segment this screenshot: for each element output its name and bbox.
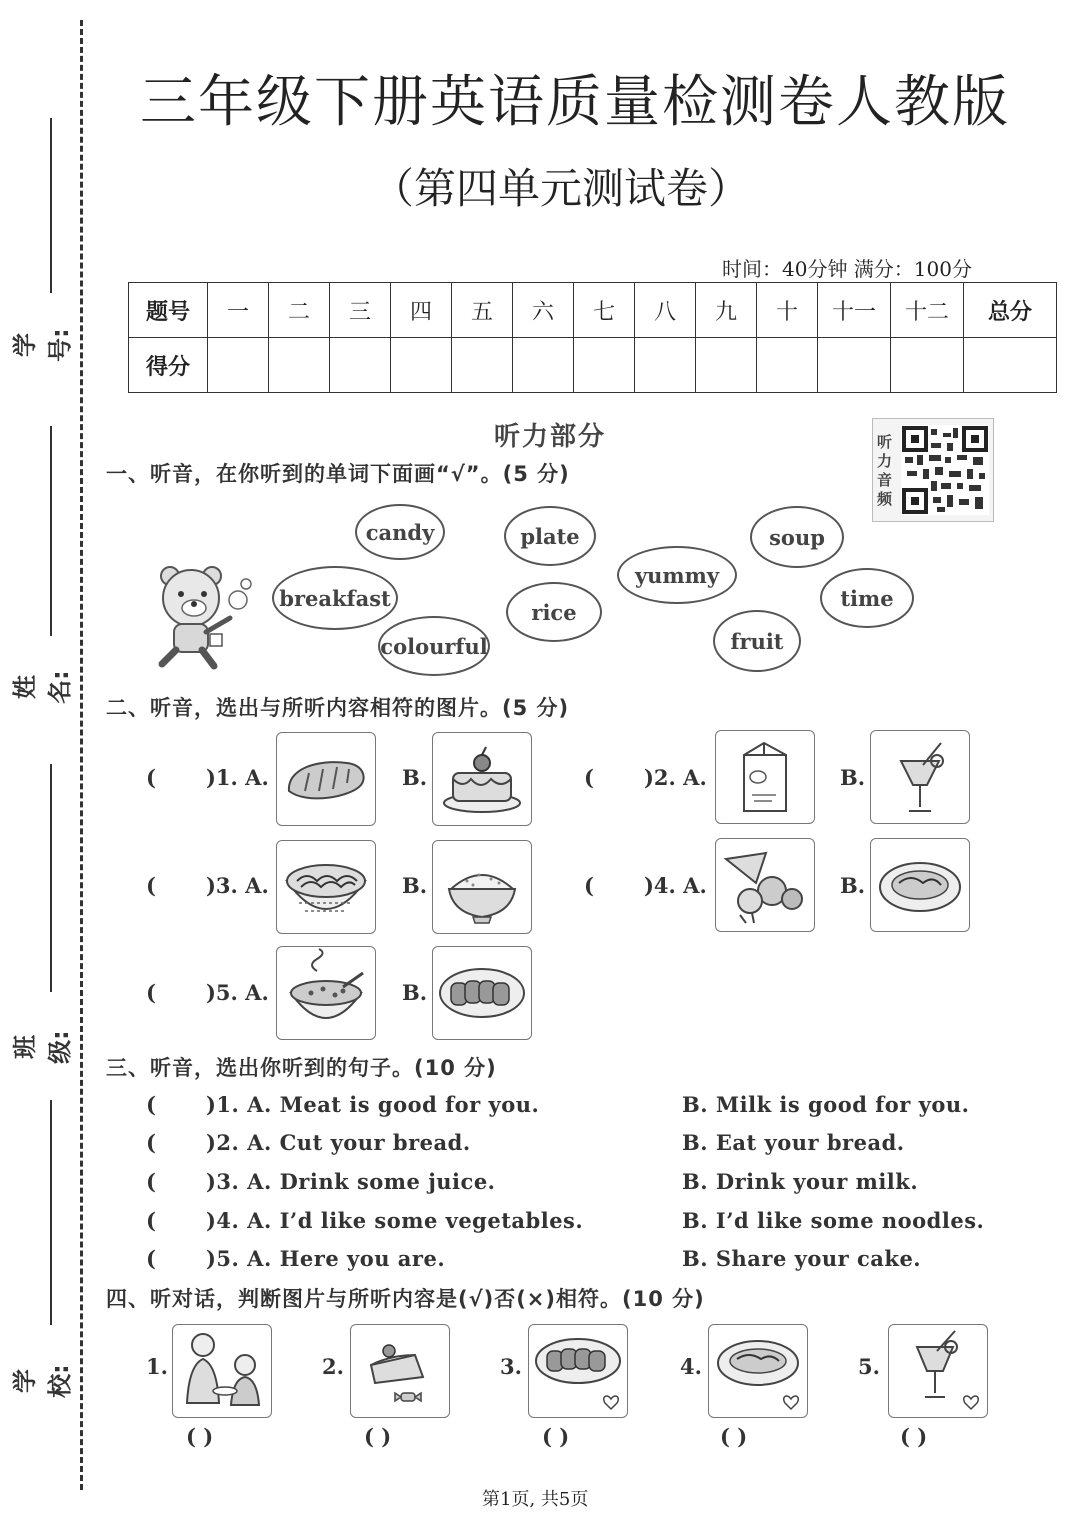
score-header-cell: 七 xyxy=(574,283,635,338)
score-cell[interactable] xyxy=(391,338,452,393)
q2-item-label: )4. A. xyxy=(644,873,707,898)
q2-title: 二、听音，选出与所听内容相符的图片。(5 分) xyxy=(106,696,570,720)
bear-bubble-icon xyxy=(148,562,260,674)
q4-number: 1. xyxy=(146,1354,168,1379)
soup-bowl-icon xyxy=(277,947,375,1039)
q3-option-a[interactable]: )2. A. Cut your bread. xyxy=(206,1130,471,1155)
page-title: 三年级下册英语质量检测卷人教版 xyxy=(140,70,1010,135)
qr-label: 听力音频 xyxy=(877,433,893,508)
score-cell[interactable] xyxy=(818,338,891,393)
q4-number: 5. xyxy=(858,1354,880,1379)
score-table-header-row xyxy=(129,283,1057,338)
score-cell[interactable] xyxy=(635,338,696,393)
answer-paren[interactable]: ( xyxy=(146,1092,156,1117)
noodles-picture[interactable] xyxy=(276,840,376,934)
qr-code[interactable] xyxy=(872,418,994,522)
word-bubble[interactable]: time xyxy=(820,568,914,628)
score-header-cell: 题号 xyxy=(129,283,208,338)
q2-option-b: B. xyxy=(402,765,428,790)
q3-option-b[interactable]: B. Drink your milk. xyxy=(682,1169,919,1194)
page-footer: 第1页, 共5页 xyxy=(482,1489,589,1510)
score-header-cell: 九 xyxy=(696,283,757,338)
binding-dashed-line xyxy=(80,20,83,1490)
word-bubble[interactable]: breakfast xyxy=(272,566,398,630)
vegetables-plate-picture[interactable] xyxy=(870,838,970,932)
q4-answer-paren[interactable]: ( ) xyxy=(720,1424,748,1449)
answer-paren[interactable]: ( xyxy=(146,980,156,1005)
score-header-cell: 总分 xyxy=(964,283,1057,338)
q4-answer-paren[interactable]: ( ) xyxy=(364,1424,392,1449)
score-cell[interactable] xyxy=(696,338,757,393)
q3-option-b[interactable]: B. Milk is good for you. xyxy=(682,1092,970,1117)
name-line xyxy=(50,426,52,636)
word-bubble[interactable]: plate xyxy=(504,506,596,566)
school-label: 学校: xyxy=(11,1364,74,1398)
juice-glass-icon xyxy=(889,1325,987,1417)
score-header-cell: 二 xyxy=(269,283,330,338)
score-cell[interactable] xyxy=(330,338,391,393)
score-table-score-row xyxy=(129,338,1057,393)
q4-answer-paren[interactable]: ( ) xyxy=(186,1424,214,1449)
answer-paren[interactable]: ( xyxy=(146,1169,156,1194)
student-no-line xyxy=(50,118,52,293)
q3-option-a[interactable]: )4. A. I’d like some vegetables. xyxy=(206,1208,584,1233)
answer-paren[interactable]: ( xyxy=(584,873,594,898)
fruit-icon xyxy=(716,839,814,931)
cake-candy-icon xyxy=(351,1325,449,1417)
milk-carton-icon xyxy=(716,731,814,823)
answer-paren[interactable]: ( xyxy=(146,873,156,898)
juice-glass-picture[interactable] xyxy=(870,730,970,824)
meat-plate-icon xyxy=(433,947,531,1039)
score-row-label: 得分 xyxy=(129,338,208,393)
fruit-picture[interactable] xyxy=(715,838,815,932)
q4-number: 4. xyxy=(680,1354,702,1379)
noodles-bowl-icon xyxy=(277,841,375,933)
juice-glass-icon xyxy=(871,731,969,823)
q3-option-a[interactable]: )1. A. Meat is good for you. xyxy=(206,1092,540,1117)
q2-option-b: B. xyxy=(840,873,866,898)
answer-paren[interactable]: ( xyxy=(584,765,594,790)
score-cell[interactable] xyxy=(757,338,818,393)
score-cell[interactable] xyxy=(964,338,1057,393)
q4-number: 3. xyxy=(500,1354,522,1379)
score-header-cell: 四 xyxy=(391,283,452,338)
bread-icon xyxy=(277,733,375,825)
juice-heart-picture[interactable] xyxy=(888,1324,988,1418)
answer-paren[interactable]: ( xyxy=(146,1130,156,1155)
score-header-cell: 六 xyxy=(513,283,574,338)
soup-picture[interactable] xyxy=(276,946,376,1040)
q2-option-b: B. xyxy=(402,873,428,898)
q2-item-label: )2. A. xyxy=(644,765,707,790)
score-table xyxy=(128,282,1057,393)
q2-option-b: B. xyxy=(840,765,866,790)
word-bubble[interactable]: rice xyxy=(506,582,602,642)
listening-heading: 听力部分 xyxy=(494,422,607,452)
meat-picture[interactable] xyxy=(432,946,532,1040)
q3-option-b[interactable]: B. Share your cake. xyxy=(682,1246,922,1271)
cake-candy-picture[interactable] xyxy=(350,1324,450,1418)
vegetables-heart-picture[interactable] xyxy=(708,1324,808,1418)
q2-item-label: )1. A. xyxy=(206,765,269,790)
milk-carton-picture[interactable] xyxy=(715,730,815,824)
q4-answer-paren[interactable]: ( ) xyxy=(542,1424,570,1449)
word-bubble[interactable]: colourful xyxy=(378,616,490,676)
q2-item-label: )3. A. xyxy=(206,873,269,898)
q3-option-b[interactable]: B. I’d like some noodles. xyxy=(682,1208,985,1233)
answer-paren[interactable]: ( xyxy=(146,765,156,790)
score-header-cell: 一 xyxy=(208,283,269,338)
score-header-cell: 三 xyxy=(330,283,391,338)
q3-option-a[interactable]: )5. A. Here you are. xyxy=(206,1246,446,1271)
word-bubble[interactable]: candy xyxy=(355,504,445,560)
q4-number: 2. xyxy=(322,1354,344,1379)
word-bubble[interactable]: fruit xyxy=(713,610,801,672)
q2-item-label: )5. A. xyxy=(206,980,269,1005)
score-cell[interactable] xyxy=(208,338,269,393)
answer-paren[interactable]: ( xyxy=(146,1208,156,1233)
cake-icon xyxy=(433,733,531,825)
answer-paren[interactable]: ( xyxy=(146,1246,156,1271)
q3-option-b[interactable]: B. Eat your bread. xyxy=(682,1130,905,1155)
score-header-cell: 十 xyxy=(757,283,818,338)
q3-title: 三、听音，选出你听到的句子。(10 分) xyxy=(106,1056,497,1080)
word-bubble[interactable]: soup xyxy=(750,506,844,568)
cake-picture[interactable] xyxy=(432,732,532,826)
score-header-cell: 十一 xyxy=(818,283,891,338)
meat-heart-picture[interactable] xyxy=(528,1324,628,1418)
score-header-cell: 十二 xyxy=(891,283,964,338)
q2-option-b: B. xyxy=(402,980,428,1005)
mother-child-picture[interactable] xyxy=(172,1324,272,1418)
q1-title: 一、听音，在你听到的单词下面画“√”。(5 分) xyxy=(106,462,570,486)
class-label: 班级: xyxy=(11,1030,74,1064)
score-header-cell: 五 xyxy=(452,283,513,338)
word-bubble[interactable]: yummy xyxy=(617,546,737,604)
student-no-label: 学号: xyxy=(11,328,74,362)
mother-child-icon xyxy=(173,1325,271,1417)
rice-picture[interactable] xyxy=(432,840,532,934)
page-subtitle: （第四单元测试卷） xyxy=(372,164,751,213)
score-cell[interactable] xyxy=(269,338,330,393)
q3-option-a[interactable]: )3. A. Drink some juice. xyxy=(206,1169,496,1194)
score-cell[interactable] xyxy=(574,338,635,393)
vegetables-plate-icon xyxy=(709,1325,807,1417)
name-label: 姓名: xyxy=(11,670,74,704)
score-cell[interactable] xyxy=(891,338,964,393)
school-line xyxy=(50,1100,52,1325)
score-header-cell: 八 xyxy=(635,283,696,338)
qr-code-icon xyxy=(901,425,989,515)
rice-bowl-icon xyxy=(433,841,531,933)
meat-plate-icon xyxy=(529,1325,627,1417)
score-cell[interactable] xyxy=(513,338,574,393)
time-info: 时间：40分钟 满分：100分 xyxy=(722,257,972,281)
q4-title: 四、听对话，判断图片与所听内容是(√)否(×)相符。(10 分) xyxy=(106,1287,705,1311)
class-line xyxy=(50,764,52,992)
score-cell[interactable] xyxy=(452,338,513,393)
bread-picture[interactable] xyxy=(276,732,376,826)
vegetables-plate-icon xyxy=(871,839,969,931)
q4-answer-paren[interactable]: ( ) xyxy=(900,1424,928,1449)
